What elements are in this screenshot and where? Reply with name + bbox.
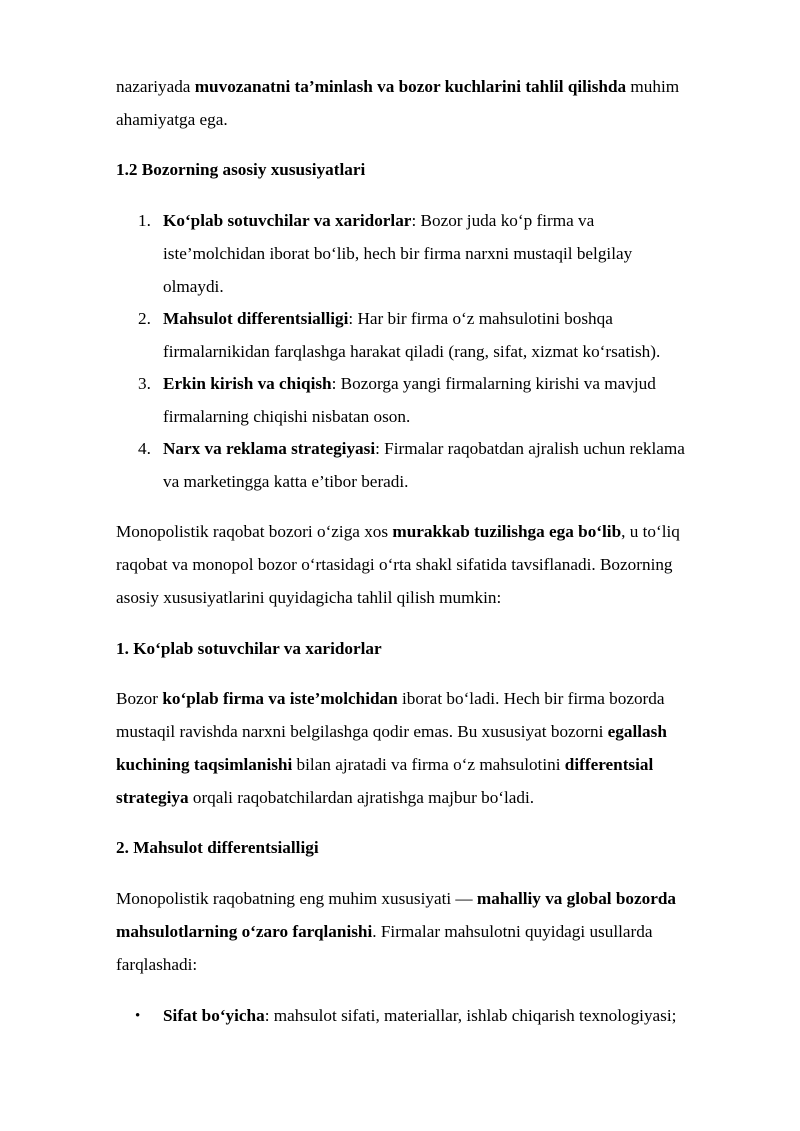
list-item-line: iste’molchidan iborat bo‘lib, hech bir firma narxni mustaqil belgilay [163, 244, 633, 263]
section-heading: 1.2 Bozorning asosiy xususiyatlari [116, 160, 366, 179]
subheading-many-sellers: 1. Ko‘plab sotuvchilar va xaridorlar [116, 639, 382, 658]
list-item-line: Narx va reklama strategiyasi: Firmalar raqobatdan ajralish uchun reklama [163, 439, 685, 458]
paragraph-1-line-1: Bozor ko‘plab firma va iste’molchidan iborat bo‘ladi. Hech bir firma bozorda [116, 689, 665, 708]
list-number: 3. [138, 374, 151, 393]
paragraph-1-line-3: kuchining taqsimlanishi bilan ajratadi va firma o‘z mahsulotini differentsial [116, 755, 654, 774]
intro-paragraph-line-1: nazariyada muvozanatni ta’minlash va bozor kuchlarini tahlil qilishda muhim [116, 77, 680, 96]
paragraph-1-line-2: mustaqil ravishda narxni belgilashga qodir emas. Bu xususiyat bozorni egallash [116, 722, 667, 741]
subheading-product-differentiation: 2. Mahsulot differentsialligi [116, 838, 319, 857]
paragraph-2-line-1: Monopolistik raqobatning eng muhim xususiyati — mahalliy va global bozorda [116, 889, 677, 908]
list-item-line: Ko‘plab sotuvchilar va xaridorlar: Bozor juda ko‘p firma va [163, 211, 595, 230]
mono-paragraph-line-3: asosiy xususiyatlarini quyidagicha tahlil qilish mumkin: [116, 588, 502, 607]
paragraph-1-line-4: strategiya orqali raqobatchilardan ajratishga majbur bo‘ladi. [116, 788, 535, 807]
mono-paragraph-line-2: raqobat va monopol bozor o‘rtasidagi o‘rta shakl sifatida tavsiflanadi. Bozorning [116, 555, 673, 574]
list-number: 2. [138, 309, 151, 328]
list-number: 4. [138, 439, 151, 458]
intro-paragraph-line-2: ahamiyatga ega. [116, 110, 228, 129]
list-item-line: Erkin kirish va chiqish: Bozorga yangi firmalarning kirishi va mavjud [163, 374, 656, 393]
list-item-line: firmalarnikidan farqlashga harakat qiladi (rang, sifat, xizmat ko‘rsatish). [163, 342, 661, 361]
list-item-line: olmaydi. [163, 277, 224, 296]
bullet-icon: • [135, 1008, 141, 1024]
bullet-item-line: Sifat bo‘yicha: mahsulot sifati, materiallar, ishlab chiqarish texnologiyasi; [163, 1006, 677, 1025]
list-number: 1. [138, 211, 151, 230]
list-item-line: firmalarning chiqishi nisbatan oson. [163, 407, 411, 426]
list-item-line: Mahsulot differentsialligi: Har bir firma o‘z mahsulotini boshqa [163, 309, 613, 328]
list-item-line: va marketingga katta e’tibor beradi. [163, 472, 409, 491]
paragraph-2-line-2: mahsulotlarning o‘zaro farqlanishi. Firmalar mahsulotni quyidagi usullarda [116, 922, 653, 941]
mono-paragraph-line-1: Monopolistik raqobat bozori o‘ziga xos murakkab tuzilishga ega bo‘lib, u to‘liq [116, 522, 680, 541]
paragraph-2-line-3: farqlashadi: [116, 955, 198, 974]
